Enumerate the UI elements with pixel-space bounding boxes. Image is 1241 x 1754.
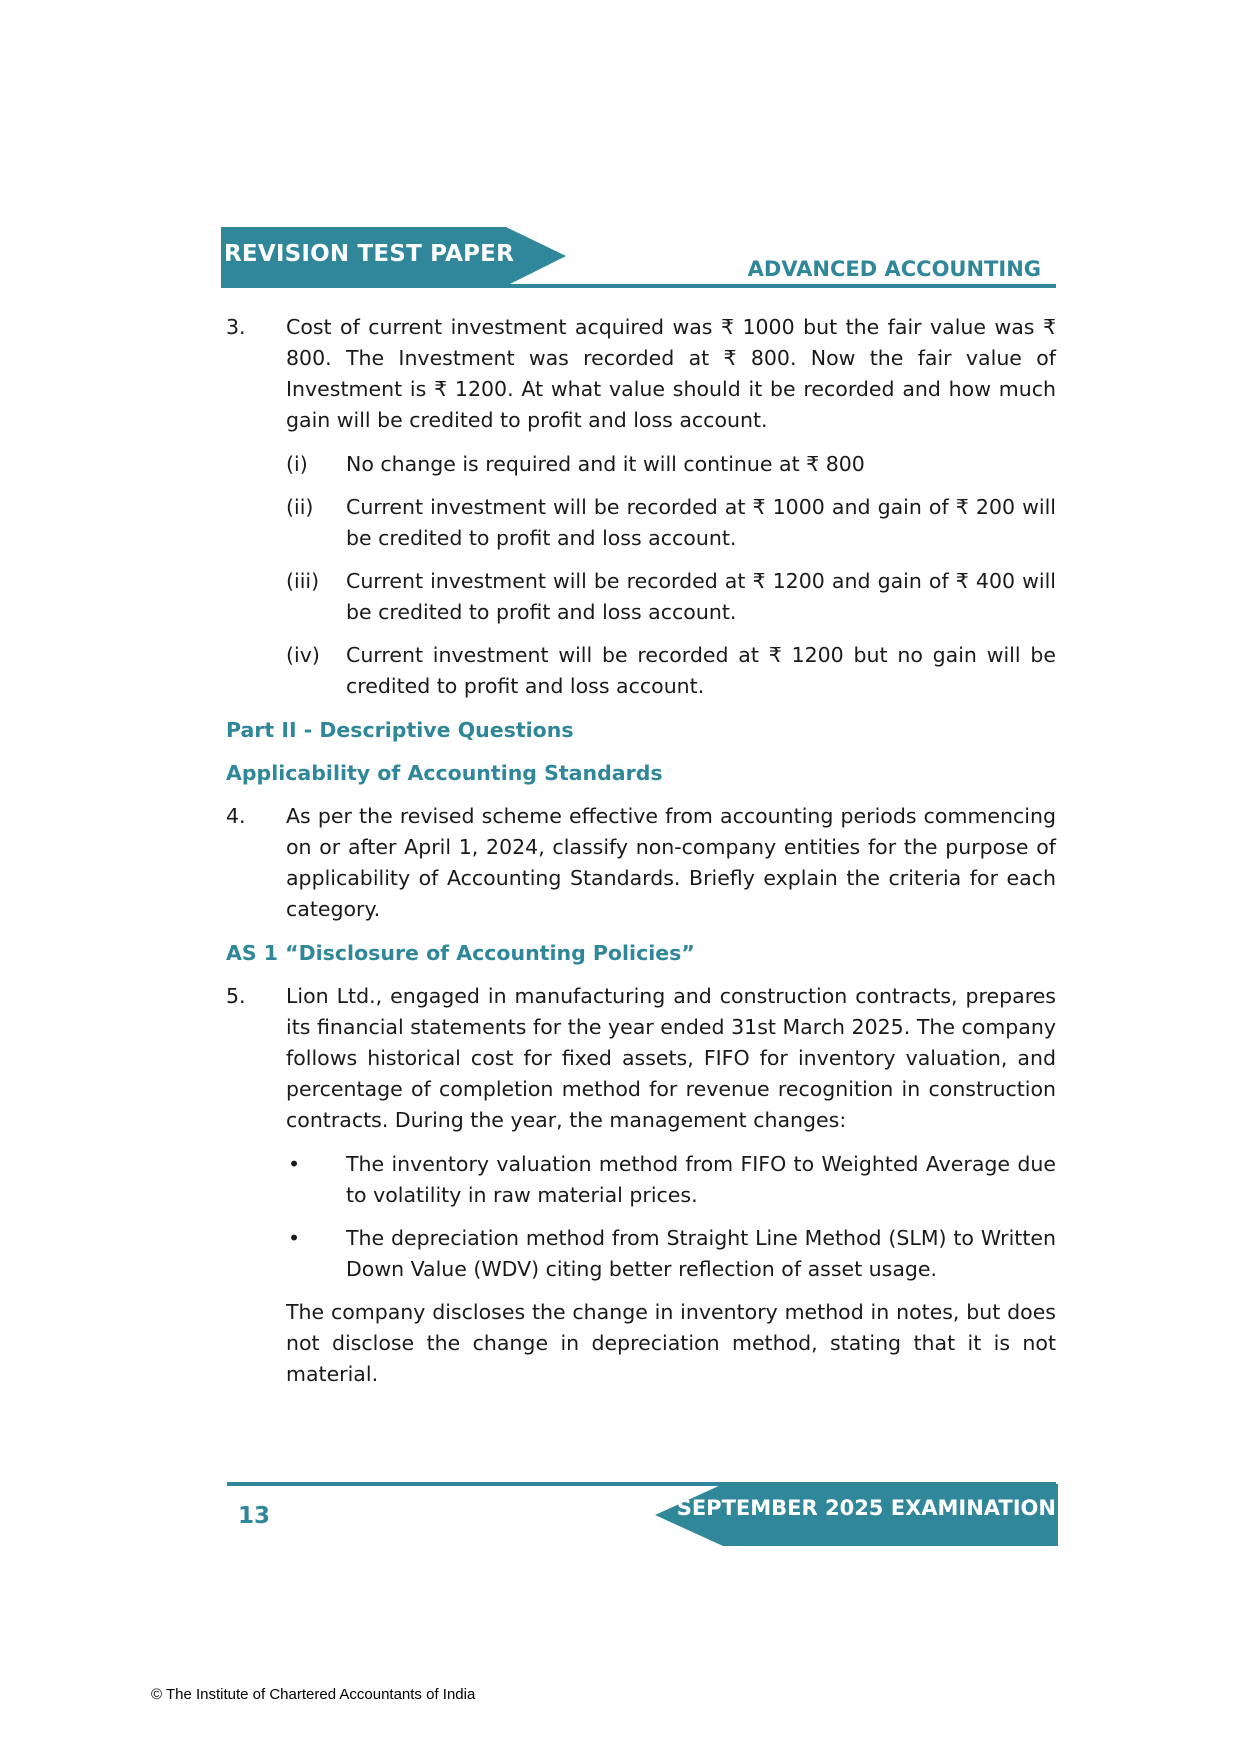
bullet-icon: • [288,1152,301,1176]
question-number: 3. [226,315,246,339]
page-number: 13 [238,1503,271,1529]
question-text: Lion Ltd., engaged in manufacturing and construction contracts, prepares its financial statements for the year ended 31st March 2025. The company follows historical cost for fixed assets, FIFO for inventory valuation, and percentage of completion method for revenue recognition in construction contracts. During the year, the management changes: [286,984,1056,1132]
option-iv [286,640,1056,702]
bullet-icon: • [288,1226,301,1250]
part-heading: Part II - Descriptive Questions [226,718,574,742]
bullet-text: The depreciation method from Straight Line Method (SLM) to Written Down Value (WDV) citing better reflection of asset usage. [346,1226,1056,1281]
question-number: 5. [226,984,246,1008]
option-text: Current investment will be recorded at ₹ 1200 and gain of ₹ 400 will be credited to profit and loss account. [346,569,1056,624]
question-4 [226,801,1056,925]
page-content [226,312,1056,1390]
header-banner [221,227,566,286]
option-iii [286,566,1056,628]
option-label: (iii) [286,569,320,593]
option-text: No change is required and it will continue at ₹ 800 [346,452,865,476]
option-label: (i) [286,452,308,476]
header-subject-title: ADVANCED ACCOUNTING [747,257,1041,281]
copyright-notice: © The Institute of Chartered Accountants of India [151,1686,476,1703]
option-label: (ii) [286,495,314,519]
bullet-text: The inventory valuation method from FIFO to Weighted Average due to volatility in raw material prices. [346,1152,1056,1207]
option-text: Current investment will be recorded at ₹ 1000 and gain of ₹ 200 will be credited to profit and loss account. [346,495,1056,550]
question-3-stem: Cost of current investment acquired was ₹ 1000 but the fair value was ₹ 800. The Investment was recorded at ₹ 800. Now the fair value of Investment is ₹ 1200. At what value should it be recorded and how much gain will be credited to profit and loss account. [286,315,1056,432]
question-text: As per the revised scheme effective from accounting periods commencing on or after April 1, 2024, classify non-company entities for the purpose of applicability of Accounting Standards. Briefly explain the criteria for each category. [286,804,1056,921]
question-3 [226,312,1056,436]
header-divider [221,284,1056,288]
question-text [286,312,1056,436]
footer-banner [655,1484,1058,1546]
footer-exam-title: SEPTEMBER 2025 EXAMINATION [676,1496,1056,1520]
question-number: 4. [226,804,246,828]
bullet-item [286,1149,1056,1211]
closing-paragraph: The company discloses the change in inventory method in notes, but does not disclose the change in depreciation method, stating that it is not material. [286,1300,1056,1386]
question-5 [226,981,1056,1136]
section-heading: AS 1 “Disclosure of Accounting Policies” [226,941,695,965]
bullet-item [286,1223,1056,1285]
option-text: Current investment will be recorded at ₹ 1200 but no gain will be credited to profit and loss account. [346,643,1056,698]
option-ii [286,492,1056,554]
header-left-title: REVISION TEST PAPER [224,241,514,267]
option-i [286,449,1056,480]
option-label: (iv) [286,643,320,667]
section-heading: Applicability of Accounting Standards [226,761,663,785]
